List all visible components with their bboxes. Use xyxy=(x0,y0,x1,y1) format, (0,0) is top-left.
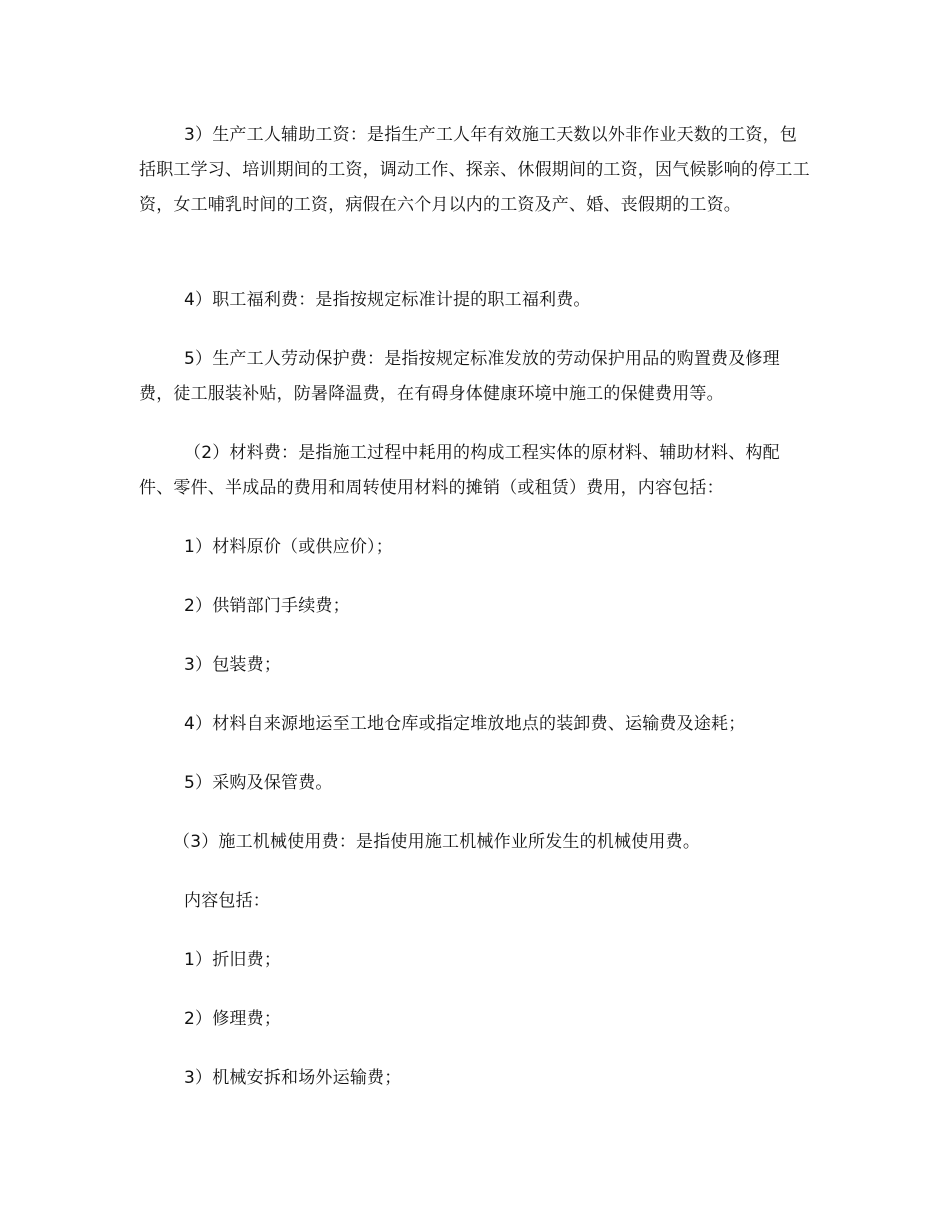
paragraph-machinery-fee: （3）施工机械使用费：是指使用施工机械作业所发生的机械使用费。 xyxy=(173,832,701,852)
list-item-purchase-storage: 5）采购及保管费。 xyxy=(184,773,333,793)
paragraph-material-fee: （2）材料费：是指施工过程中耗用的构成工程实体的原材料、辅助材料、构配件、零件、半成品的费用和周转使用材料的摊销（或租赁）费用，内容包括： xyxy=(139,443,780,498)
list-item-transport-fee: 4）材料自来源地运至工地仓库或指定堆放地点的装卸费、运输费及途耗； xyxy=(184,714,746,734)
list-item-packaging-fee: 3）包装费； xyxy=(184,655,282,675)
paragraph-content-includes: 内容包括： xyxy=(184,891,270,911)
paragraph-labor-protection: 5）生产工人劳动保护费：是指按规定标准发放的劳动保护用品的购置费及修理费，徒工服装补贴，防暑降温费，在有碍身体健康环境中施工的保健费用等。 xyxy=(139,349,780,404)
list-item-material-price: 1）材料原价（或供应价）； xyxy=(184,537,393,557)
list-item-depreciation: 1）折旧费； xyxy=(184,950,282,970)
list-item-handling-fee: 2）供销部门手续费； xyxy=(184,596,350,616)
paragraph-welfare-fee: 4）职工福利费：是指按规定标准计提的职工福利费。 xyxy=(184,290,591,310)
list-item-installation-transport: 3）机械安拆和场外运输费； xyxy=(184,1068,402,1088)
paragraph-auxiliary-wages: 3）生产工人辅助工资：是指生产工人年有效施工天数以外非作业天数的工资，包括职工学习、培训期间的工资，调动工作、探亲、休假期间的工资，因气候影响的停工工资，女工哺乳时间的工资，病假在六个月以内的工资及产、婚、丧假期的工资。 xyxy=(139,125,810,215)
list-item-repair-fee: 2）修理费； xyxy=(184,1009,282,1029)
